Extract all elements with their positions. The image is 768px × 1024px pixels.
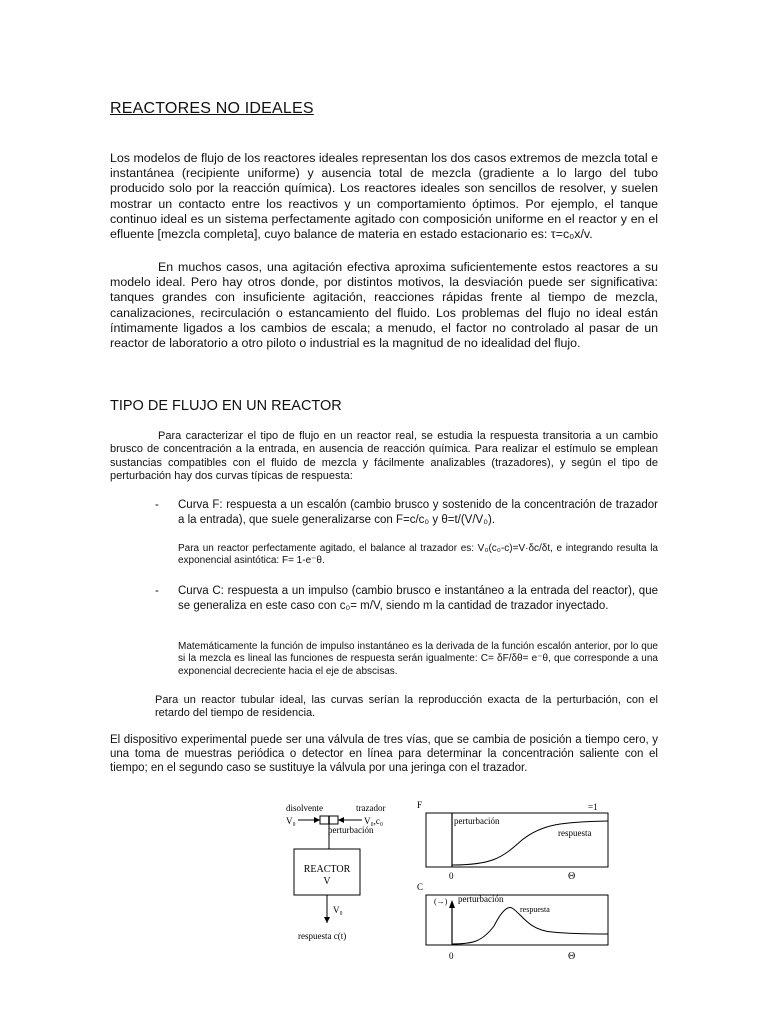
plot-f-perturbacion-label: perturbación bbox=[454, 816, 500, 826]
plot-c-arrow-label: (→) bbox=[434, 897, 448, 906]
bullet-dash: - bbox=[155, 499, 159, 511]
plot-c-zero-label: 0 bbox=[449, 951, 454, 961]
disolvente-label: disolvente bbox=[286, 803, 323, 813]
section-paragraph: Para caracterizar el tipo de flujo en un reactor real, se estudia la respuesta transitoria a un cambio brusco de concentración a la entrada, en ausencia de reacción química. Para realizar el estímulo se emplean sustancias compatibles con el fluido de mezcla y fácilmente analizables (trazadores), y según el tipo de perturbación hay dos curvas típicas de respuesta: bbox=[110, 430, 658, 483]
plot-c-axis-label: C bbox=[417, 882, 424, 892]
plot-f-level-label: =1 bbox=[588, 802, 598, 812]
respuesta-ct-label: respuesta c(t) bbox=[298, 931, 347, 941]
v0-out-label: V₀ bbox=[333, 905, 343, 915]
outlet-arrow-icon bbox=[324, 917, 330, 923]
curva-f-note: Para un reactor perfectamente agitado, el balance al trazador es: V₀(c₀-c)=V·δc/δt, e integrando resulta la exponencial asintótica: F= 1-e⁻θ. bbox=[178, 543, 658, 567]
curva-c-note: Matemáticamente la función de impulso instantáneo es la derivada de la función escalón anterior, por lo que si la mezcla es lineal las funciones de respuesta serán igualmente: C= δF/δθ= e⁻θ, que corresponde a una exponencial decreciente hacia el eje de abscisas. bbox=[178, 641, 658, 677]
final-paragraph: El dispositivo experimental puede ser una válvula de tres vías, que se cambia de posición a tiempo cero, y una toma de muestras periódica o detector en línea para determinar la concentración saliente con el tiempo; en el segundo caso se sustituye la válvula por una jeringa con el trazador. bbox=[110, 734, 658, 774]
reactor-label: REACTOR bbox=[303, 864, 351, 875]
trazador-label: trazador bbox=[356, 803, 386, 813]
v0-c0-label: V₀,c₀ bbox=[364, 816, 384, 826]
plot-c-perturbacion-label: perturbación bbox=[458, 894, 504, 904]
plot-c-frame bbox=[426, 895, 608, 945]
perturbacion-label: perturbación bbox=[328, 825, 374, 835]
plot-c-impulse-arrow-icon bbox=[449, 900, 455, 908]
page-title: REACTORES NO IDEALES bbox=[110, 100, 314, 117]
reactor-volume-label: V bbox=[323, 876, 331, 887]
bullet-dash: - bbox=[155, 585, 159, 597]
plot-f-respuesta-label: respuesta bbox=[558, 828, 592, 838]
tubular-note: Para un reactor tubular ideal, las curvas serían la reproducción exacta de la perturbación, con el retardo del tiempo de residencia. bbox=[155, 694, 658, 720]
plot-f-zero-label: 0 bbox=[449, 871, 454, 881]
curva-c-item: Curva C: respuesta a un impulso (cambio brusco e instantáneo a la entrada del reactor), que se generaliza en este caso con c₀= m/V, siendo m la cantidad de trazador inyectado. bbox=[178, 585, 658, 613]
inlet-arrow-icon bbox=[314, 817, 320, 823]
plot-f-theta-label: Θ bbox=[568, 871, 576, 882]
reactor-schematic bbox=[280, 795, 400, 945]
intro-paragraph-2: En muchos casos, una agitación efectiva aproxima suficientemente estos reactores a su modelo ideal. Pero hay otros donde, por distintos motivos, la desviación puede ser significativa: tanques grandes con insuficiente agitación, reacciones rápidas frente al tiempo de mezcla, canalizaciones, recirculación o estancamiento del fluido. Los problemas del flujo no ideal están íntimamente ligados a los cambios de escala; a menudo, el factor no controlado al pasar de un reactor de laboratorio a otro piloto o industrial es la magnitud de no idealidad del flujo. bbox=[110, 260, 658, 351]
intro-paragraph-1: Los modelos de flujo de los reactores ideales representan los dos casos extremos de mezcla total e instantánea (recipiente uniforme) y ausencia total de mezcla (gradiente a lo largo del tubo producido solo por la reacción química). Los reactores ideales son sencillos de resolver, y suelen mostrar un contacto entre los reactivos y un comportamiento óptimos. Por ejemplo, el tanque continuo ideal es un sistema perfectamente agitado con composición uniforme en el reactor y en el efluente [mezcla completa], cuyo balance de materia en estado estacionario es: τ=c₀x/v. bbox=[110, 151, 658, 242]
plot-c-respuesta-label: respuesta bbox=[520, 905, 550, 914]
plot-c bbox=[412, 880, 614, 964]
plot-f-axis-label: F bbox=[417, 800, 423, 810]
curva-f-item: Curva F: respuesta a un escalón (cambio brusco y sostenido de la concentración de trazador a la entrada), que suele generalizarse con F=c/c₀ y θ=t/(V/V₀). bbox=[178, 499, 658, 527]
tracer-arrow-icon bbox=[338, 817, 344, 823]
plot-c-theta-label: Θ bbox=[568, 951, 576, 962]
v0-in-label: V₀ bbox=[286, 816, 296, 826]
section-title: TIPO DE FLUJO EN UN REACTOR bbox=[110, 398, 342, 414]
plot-f bbox=[412, 798, 614, 882]
